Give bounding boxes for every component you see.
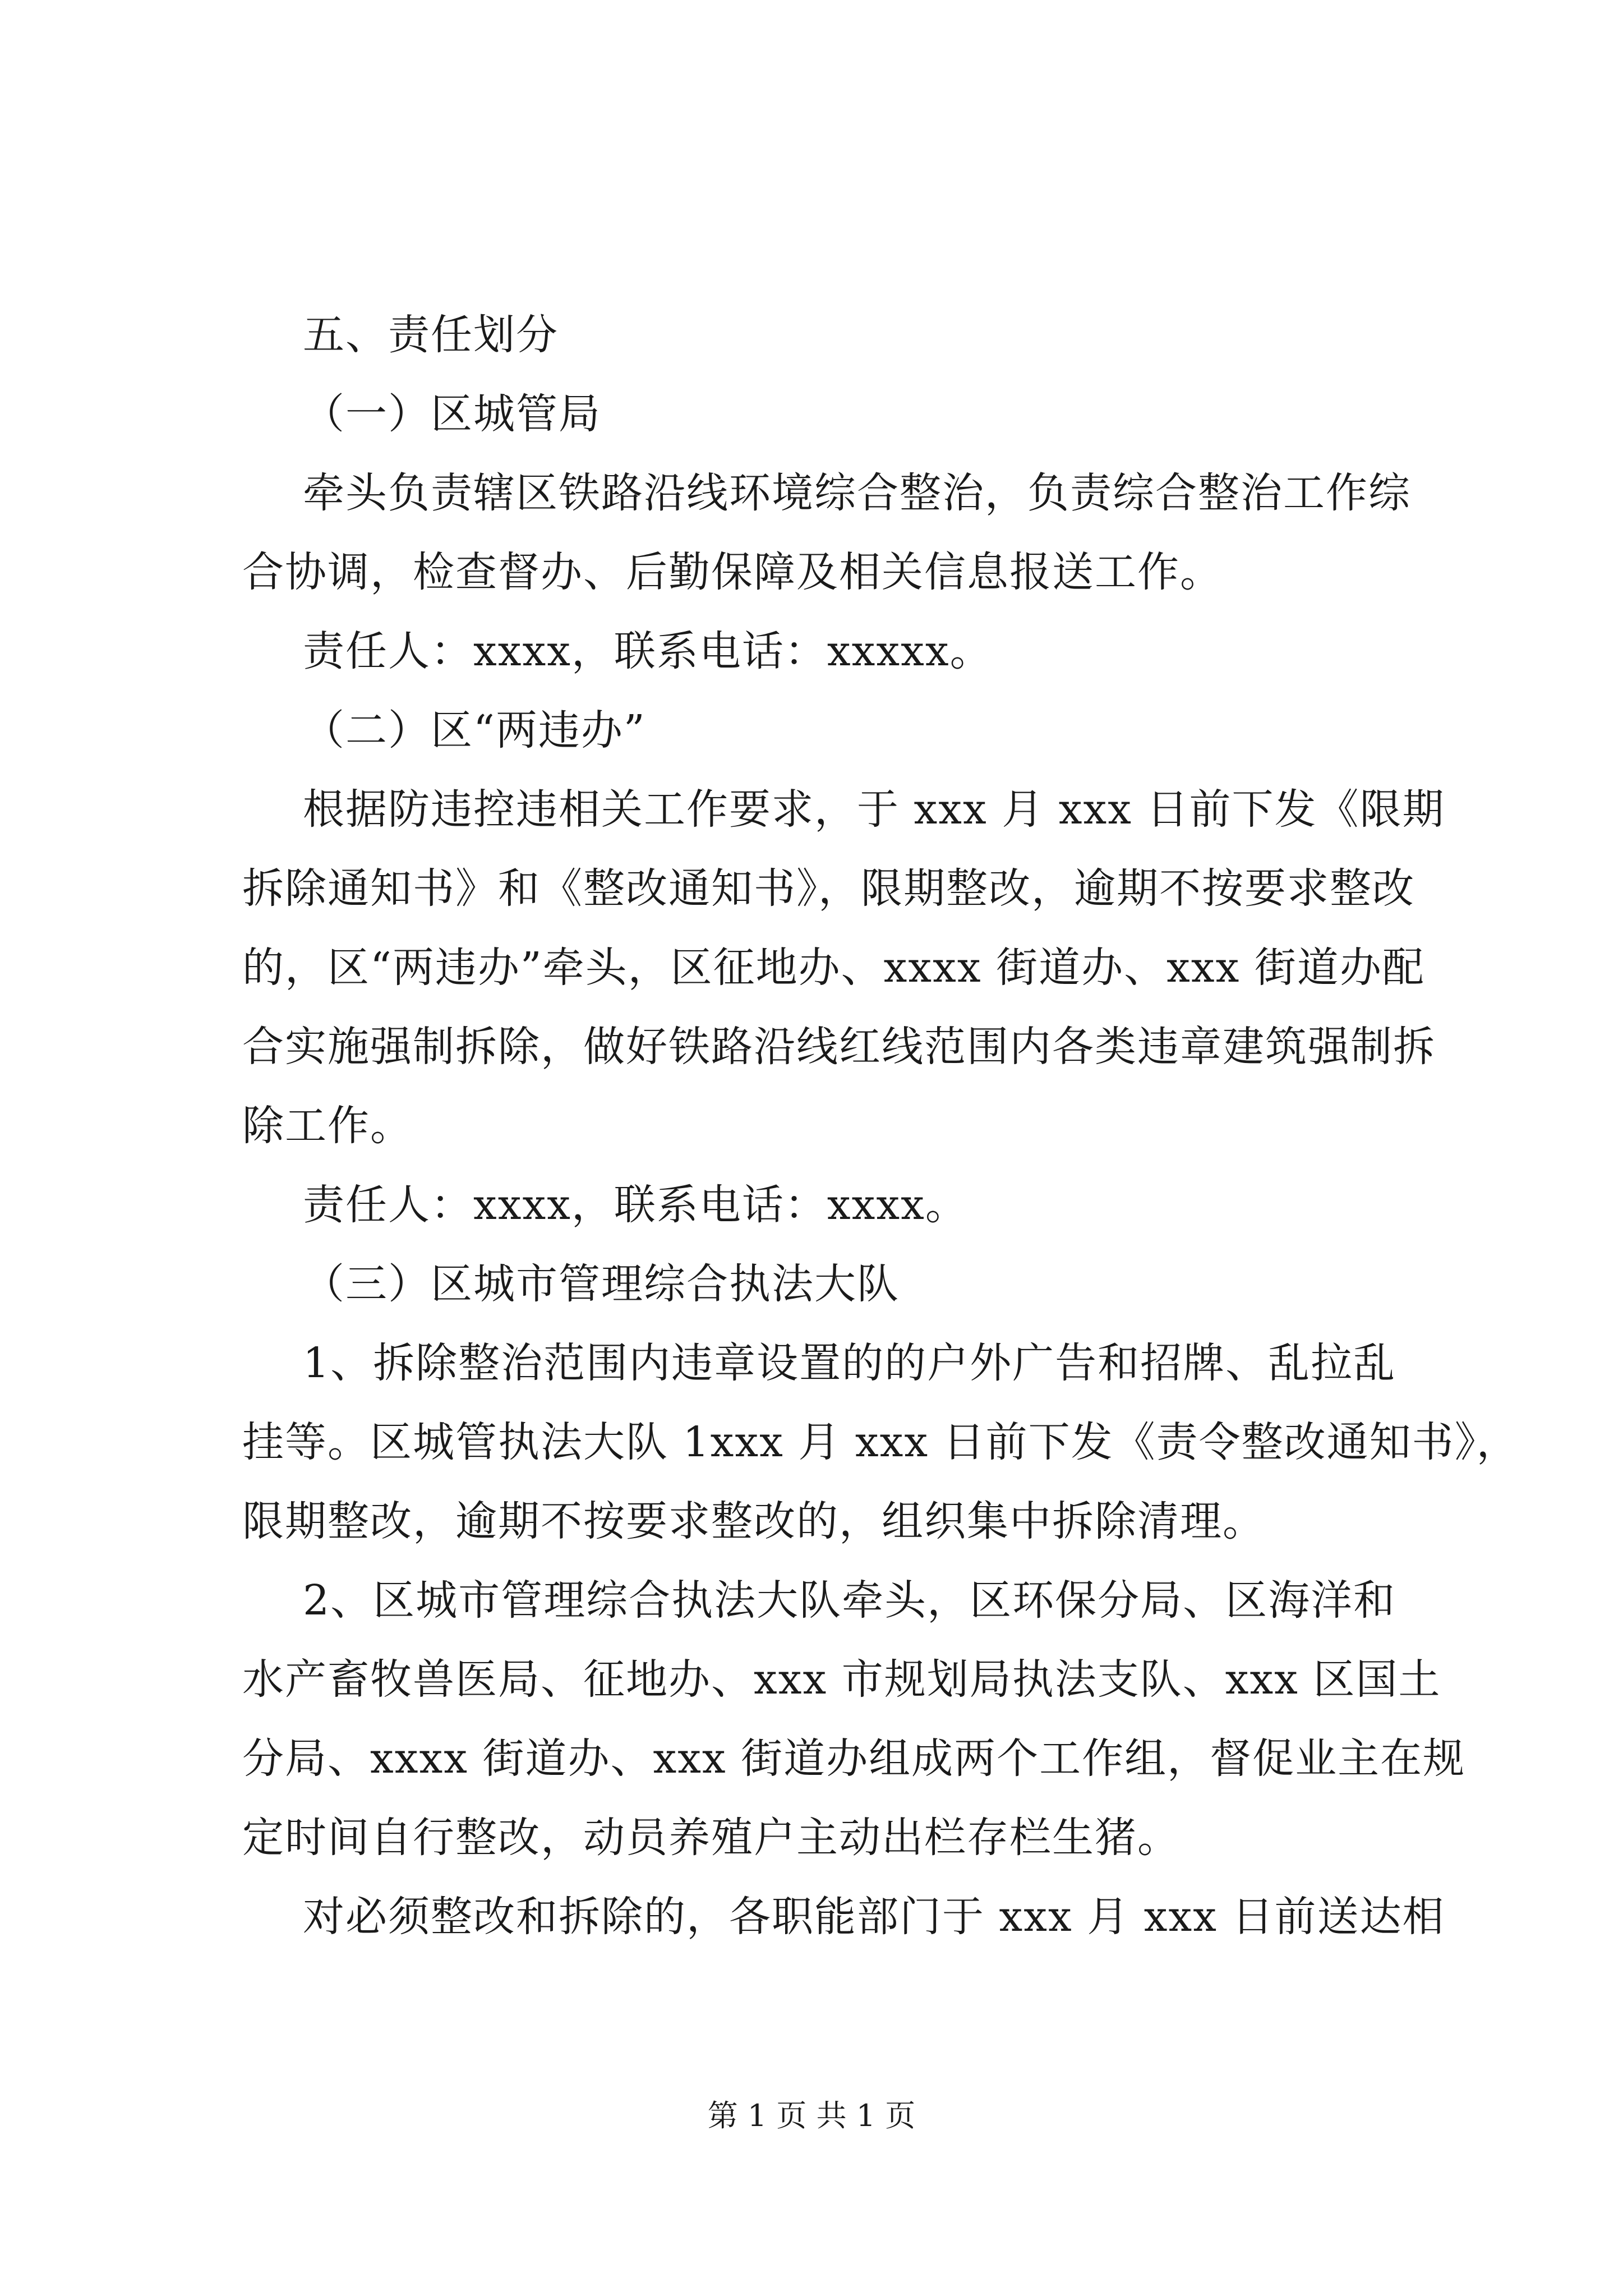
- paragraph-line: 水产畜牧兽医局、征地办、xxx 市规划局执法支队、xxx 区国土: [242, 1655, 1441, 1704]
- paragraph-line: 限期整改，逾期不按要求整改的，组织集中拆除清理。: [242, 1497, 1265, 1545]
- subsection-heading: （一）区城管局: [303, 390, 601, 438]
- paragraph-line: 根据防违控违相关工作要求，于 xxx 月 xxx 日前下发《限期: [303, 785, 1445, 834]
- paragraph-line: 责任人：xxxx，联系电话：xxxxx。: [303, 627, 993, 675]
- paragraph-line: 1、拆除整治范围内违章设置的的户外广告和招牌、乱拉乱: [303, 1339, 1396, 1387]
- paragraph-line: 牵头负责辖区铁路沿线环境综合整治，负责综合整治工作综: [303, 469, 1411, 517]
- paragraph-line: 合实施强制拆除，做好铁路沿线红线范围内各类违章建筑强制拆: [242, 1023, 1436, 1071]
- paragraph-line: 的，区“两违办”牵头，区征地办、xxxx 街道办、xxx 街道办配: [242, 944, 1425, 992]
- page-footer: 第 1 页 共 1 页: [707, 2098, 916, 2133]
- paragraph-line: 对必须整改和拆除的，各职能部门于 xxx 月 xxx 日前送达相: [303, 1893, 1445, 1941]
- paragraph-line: 除工作。: [242, 1102, 413, 1150]
- subsection-heading: （三）区城市管理综合执法大队: [303, 1260, 900, 1308]
- paragraph-line: 责任人：xxxx，联系电话：xxxx。: [303, 1181, 968, 1229]
- paragraph-line: 挂等。区城管执法大队 1xxx 月 xxx 日前下发《责令整改通知书》，: [242, 1418, 1519, 1466]
- paragraph-line: 合协调，检查督办、后勤保障及相关信息报送工作。: [242, 548, 1223, 596]
- paragraph-line: 分局、xxxx 街道办、xxx 街道办组成两个工作组，督促业主在规: [242, 1734, 1466, 1783]
- subsection-heading: （二）区“两违办”: [303, 706, 646, 754]
- paragraph-line: 拆除通知书》和《整改通知书》，限期整改，逾期不按要求整改: [242, 864, 1415, 913]
- paragraph-line: 2、区城市管理综合执法大队牵头，区环保分局、区海洋和: [303, 1576, 1396, 1625]
- paragraph-line: 定时间自行整改，动员养殖户主动出栏存栏生猪。: [242, 1814, 1180, 1862]
- section-heading: 五、责任划分: [303, 311, 559, 359]
